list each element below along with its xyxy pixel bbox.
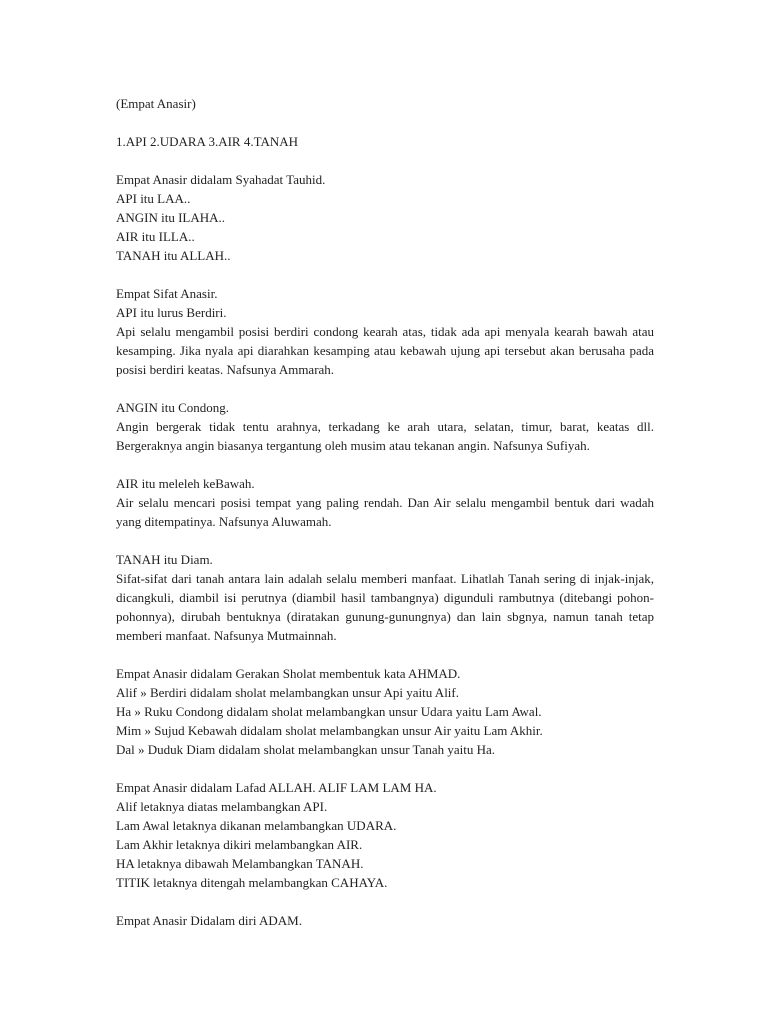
sholat-line: Mim » Sujud Kebawah didalam sholat melambangkan unsur Air yaitu Lam Akhir. [116, 723, 543, 738]
api-text: Api selalu mengambil posisi berdiri condong kearah atas, tidak ada api menyala kearah bawah atau kesamping. Jika nyala api diarahkan kesamping atau kebawah ujung api tersebut akan berusaha pada posisi berdiri keatas. Nafsunya Ammarah. [116, 324, 654, 377]
sholat-line: Ha » Ruku Condong didalam sholat melambangkan unsur Udara yaitu Lam Awal. [116, 704, 542, 719]
sholat-line: Alif » Berdiri didalam sholat melambangkan unsur Api yaitu Alif. [116, 685, 459, 700]
lafad-line: HA letaknya dibawah Melambangkan TANAH. [116, 856, 364, 871]
tauhid-section [116, 170, 654, 265]
angin-section [116, 398, 654, 455]
element-list: 1.API 2.UDARA 3.AIR 4.TANAH [116, 134, 299, 149]
angin-text: Angin bergerak tidak tentu arahnya, terkadang ke arah utara, selatan, timur, barat, keatas dll. Bergeraknya angin biasanya tergantung oleh musim atau tekanan angin. Nafsunya Sufiyah. [116, 419, 654, 453]
lafad-line: Alif letaknya diatas melambangkan API. [116, 799, 328, 814]
tanah-text: Sifat-sifat dari tanah antara lain adalah selalu memberi manfaat. Lihatlah Tanah sering di injak-injak, dicangkuli, diambil isi perutnya (diambil hasil tambangnya) digunduli rambutnya (ditebangi pohon-pohonnya), dirubah bentuknya (diratakan gunung-gunungnya) dan lain sbgnya, namun tanah tetap memberi manfaat. Nafsunya Mutmainnah. [116, 571, 654, 643]
lafad-section [116, 778, 654, 892]
air-text: Air selalu mencari posisi tempat yang paling rendah. Dan Air selalu mengambil bentuk dari wadah yang ditempatinya. Nafsunya Aluwamah. [116, 495, 654, 529]
api-heading: API itu lurus Berdiri. [116, 305, 227, 320]
tanah-heading: TANAH itu Diam. [116, 552, 213, 567]
tauhid-line: AIR itu ILLA.. [116, 229, 195, 244]
sifat-api-section [116, 284, 654, 379]
document-heading: (Empat Anasir) [116, 96, 196, 111]
lafad-title: Empat Anasir didalam Lafad ALLAH. ALIF LAM LAM HA. [116, 780, 437, 795]
document-page [116, 94, 654, 930]
tauhid-line: API itu LAA.. [116, 191, 191, 206]
sholat-section [116, 664, 654, 759]
lafad-line: Lam Akhir letaknya dikiri melambangkan AIR. [116, 837, 363, 852]
air-heading: AIR itu meleleh keBawah. [116, 476, 255, 491]
sifat-title: Empat Sifat Anasir. [116, 286, 218, 301]
lafad-line: Lam Awal letaknya dikanan melambangkan UDARA. [116, 818, 397, 833]
air-section [116, 474, 654, 531]
sholat-line: Dal » Duduk Diam didalam sholat melambangkan unsur Tanah yaitu Ha. [116, 742, 496, 757]
angin-heading: ANGIN itu Condong. [116, 400, 230, 415]
adam-section [116, 911, 654, 930]
tauhid-line: ANGIN itu ILAHA.. [116, 210, 226, 225]
tauhid-title: Empat Anasir didalam Syahadat Tauhid. [116, 172, 326, 187]
adam-title: Empat Anasir Didalam diri ADAM. [116, 913, 302, 928]
tauhid-line: TANAH itu ALLAH.. [116, 248, 231, 263]
tanah-section [116, 550, 654, 645]
lafad-line: TITIK letaknya ditengah melambangkan CAHAYA. [116, 875, 388, 890]
sholat-title: Empat Anasir didalam Gerakan Sholat membentuk kata AHMAD. [116, 666, 461, 681]
